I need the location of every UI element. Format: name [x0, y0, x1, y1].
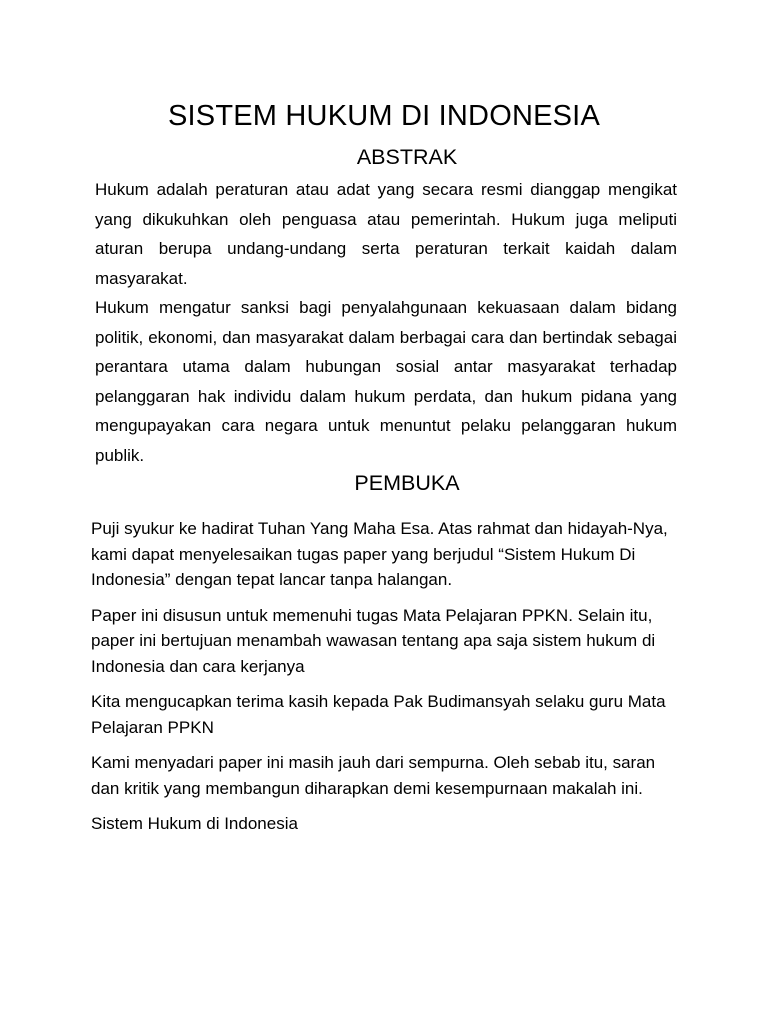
abstract-paragraph: Hukum adalah peraturan atau adat yang secara resmi dianggap mengikat yang dikukuhkan oleh penguasa atau pemerintah. Hukum juga meliputi aturan berupa undang-undang serta peraturan terkait kaidah dalam masyarakat.: [95, 180, 677, 288]
preface-heading: PEMBUKA: [354, 471, 460, 495]
preface-paragraph: Puji syukur ke hadirat Tuhan Yang Maha Esa. Atas rahmat dan hidayah-Nya, kami dapat menyelesaikan tugas paper yang berjudul “Sistem Hukum Di Indonesia” dengan tepat lancar tanpa halangan.: [91, 519, 668, 589]
preface-paragraph: Kita mengucapkan terima kasih kepada Pak Budimansyah selaku guru Mata Pelajaran PPKN: [91, 692, 666, 737]
preface-paragraph: Paper ini disusun untuk memenuhi tugas Mata Pelajaran PPKN. Selain itu, paper ini bertujuan menambah wawasan tentang apa saja sistem hukum di Indonesia dan cara kerjanya: [91, 605, 656, 676]
document-title: SISTEM HUKUM DI INDONESIA: [168, 100, 600, 132]
abstract-heading: ABSTRAK: [356, 145, 458, 169]
preface-section: [91, 516, 681, 847]
abstract-section: [95, 175, 677, 470]
preface-closing-line: Sistem Hukum di Indonesia: [91, 814, 298, 833]
preface-paragraph: Kami menyadari paper ini masih jauh dari sempurna. Oleh sebab itu, saran dan kritik yang membangun diharapkan demi kesempurnaan makalah ini.: [91, 753, 656, 798]
abstract-paragraph: Hukum mengatur sanksi bagi penyalahgunaan kekuasaan dalam bidang politik, ekonomi, dan masyarakat dalam berbagai cara dan bertindak sebagai perantara utama dalam hubungan sosial antar masyarakat terhadap pelanggaran hak individu dalam hukum perdata, dan hukum pidana yang mengupayakan cara negara untuk menuntut pelaku pelanggaran hukum publik.: [95, 298, 677, 465]
